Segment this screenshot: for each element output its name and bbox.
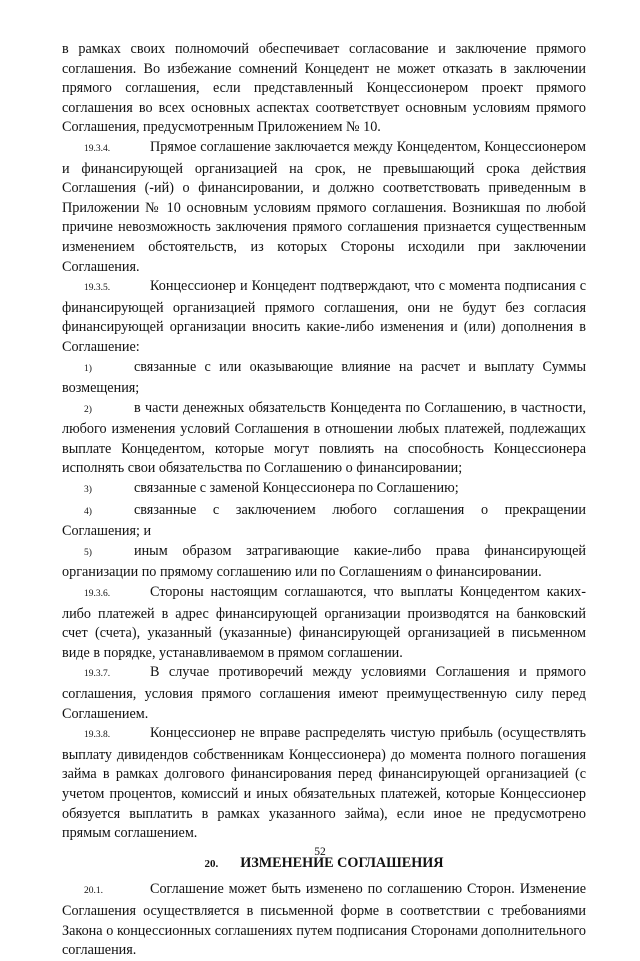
paragraph-text: Концессионер не вправе распределять чистую прибыль (осуществлять выплату дивидендов собственникам Концессионера) до момента полного погашения займа в рамках долгового финансирования перед финансирующей организацией (с учетом процентов, комиссий и иных обязательных платежей, которые Концессионер обязуется выплатить в рамках указанного займа), если иное не предусмотрено прямым соглашением. — [62, 725, 586, 842]
clause-number: 19.3.4. — [84, 143, 111, 154]
paragraph-text: Соглашение может быть изменено по соглашению Сторон. Изменение Соглашения осуществляется в письменной форме в соответствии с требованиями Закона о концессионных соглашениях путем подписания Сторонами дополнительного соглашения. — [62, 881, 586, 959]
list-item-text: иным образом затрагивающие какие-либо права финансирующей организации по прямому соглашению или по Соглашениям о финансировании. — [62, 542, 586, 581]
list-number: 1) — [84, 363, 92, 374]
list-item — [62, 358, 586, 399]
clause-number: 20.1. — [84, 886, 103, 897]
paragraph — [62, 583, 586, 663]
list-item — [62, 542, 586, 583]
paragraph: в рамках своих полномочий обеспечивает согласование и заключение прямого соглашения. Во избежание сомнений Концедент не может отказать в заключении прямого соглашения, если представленный Концессионером проект прямого соглашения во всех основных аспектах соответствует основным условиям прямого Соглашения, предусмотренным Приложением № 10. — [62, 41, 586, 136]
paragraph-text: В случае противоречий между условиями Соглашения и прямого соглашения, условия прямого соглашения имеют преимущественную силу перед Соглашением. — [62, 664, 586, 722]
document-page — [62, 40, 586, 961]
clause-number: 19.3.6. — [84, 589, 111, 600]
paragraph — [62, 663, 586, 724]
list-number: 4) — [84, 506, 92, 517]
paragraph-text: Концессионер и Концедент подтверждают, что с момента подписания с финансирующей организацией прямого соглашения, они не будут без согласия финансирующей организации вносить какие-либо изменения и (или) дополнения в Соглашение: — [62, 278, 586, 355]
list-number: 5) — [84, 547, 92, 558]
paragraph — [62, 724, 586, 844]
list-item-text: связанные с или оказывающие влияние на расчет и выплату Суммы возмещения; — [62, 358, 586, 397]
list-number: 3) — [84, 485, 92, 496]
clause-number: 19.3.8. — [84, 730, 111, 741]
paragraph — [62, 277, 586, 357]
section-title: ИЗМЕНЕНИЕ СОГЛАШЕНИЯ — [240, 854, 444, 871]
clause-number: 19.3.7. — [84, 669, 111, 680]
clause-number: 19.3.5. — [84, 283, 111, 294]
page-number: 52 — [314, 846, 326, 858]
paragraph — [62, 138, 586, 277]
section-number: 20. — [204, 857, 219, 870]
paragraph — [62, 880, 586, 960]
paragraph-text: Стороны настоящим соглашаются, что выплаты Концедентом каких-либо платежей в адрес финансирующей организации производятся на банковский счет (счета), указанный (указанные) финансирующей организацией в письменном виде в порядке, устанавливаемом в прямом соглашении. — [62, 584, 586, 661]
list-number: 2) — [84, 404, 92, 415]
paragraph-text: Прямое соглашение заключается между Концедентом, Концессионером и финансирующей организацией на срок, не превышающий срока действия Соглашения (-ий) о финансировании, и должно соответствовать приведенным в Приложении № 10 основным условиям прямого соглашения. Возникшая по любой причине невозможность заключения прямого соглашения признается существенным изменением обстоятельств, из которых Стороны исходили при заключении Соглашения. — [62, 138, 586, 275]
list-item-text: в части денежных обязательств Концедента по Соглашению, в частности, любого изменения условий Соглашения в отношении любых платежей, подлежащих выплате Концедентом, которые могут повлиять на способность Концессионера исполнять свои обязательства по Соглашению о финансировании; — [62, 399, 586, 477]
list-item-text: связанные с заменой Концессионера по Соглашению; — [134, 480, 459, 497]
list-item — [62, 399, 586, 479]
list-item-text: связанные с заключением любого соглашения о прекращении Соглашения; и — [62, 501, 586, 540]
list-item — [62, 479, 586, 501]
list-item — [62, 501, 586, 542]
